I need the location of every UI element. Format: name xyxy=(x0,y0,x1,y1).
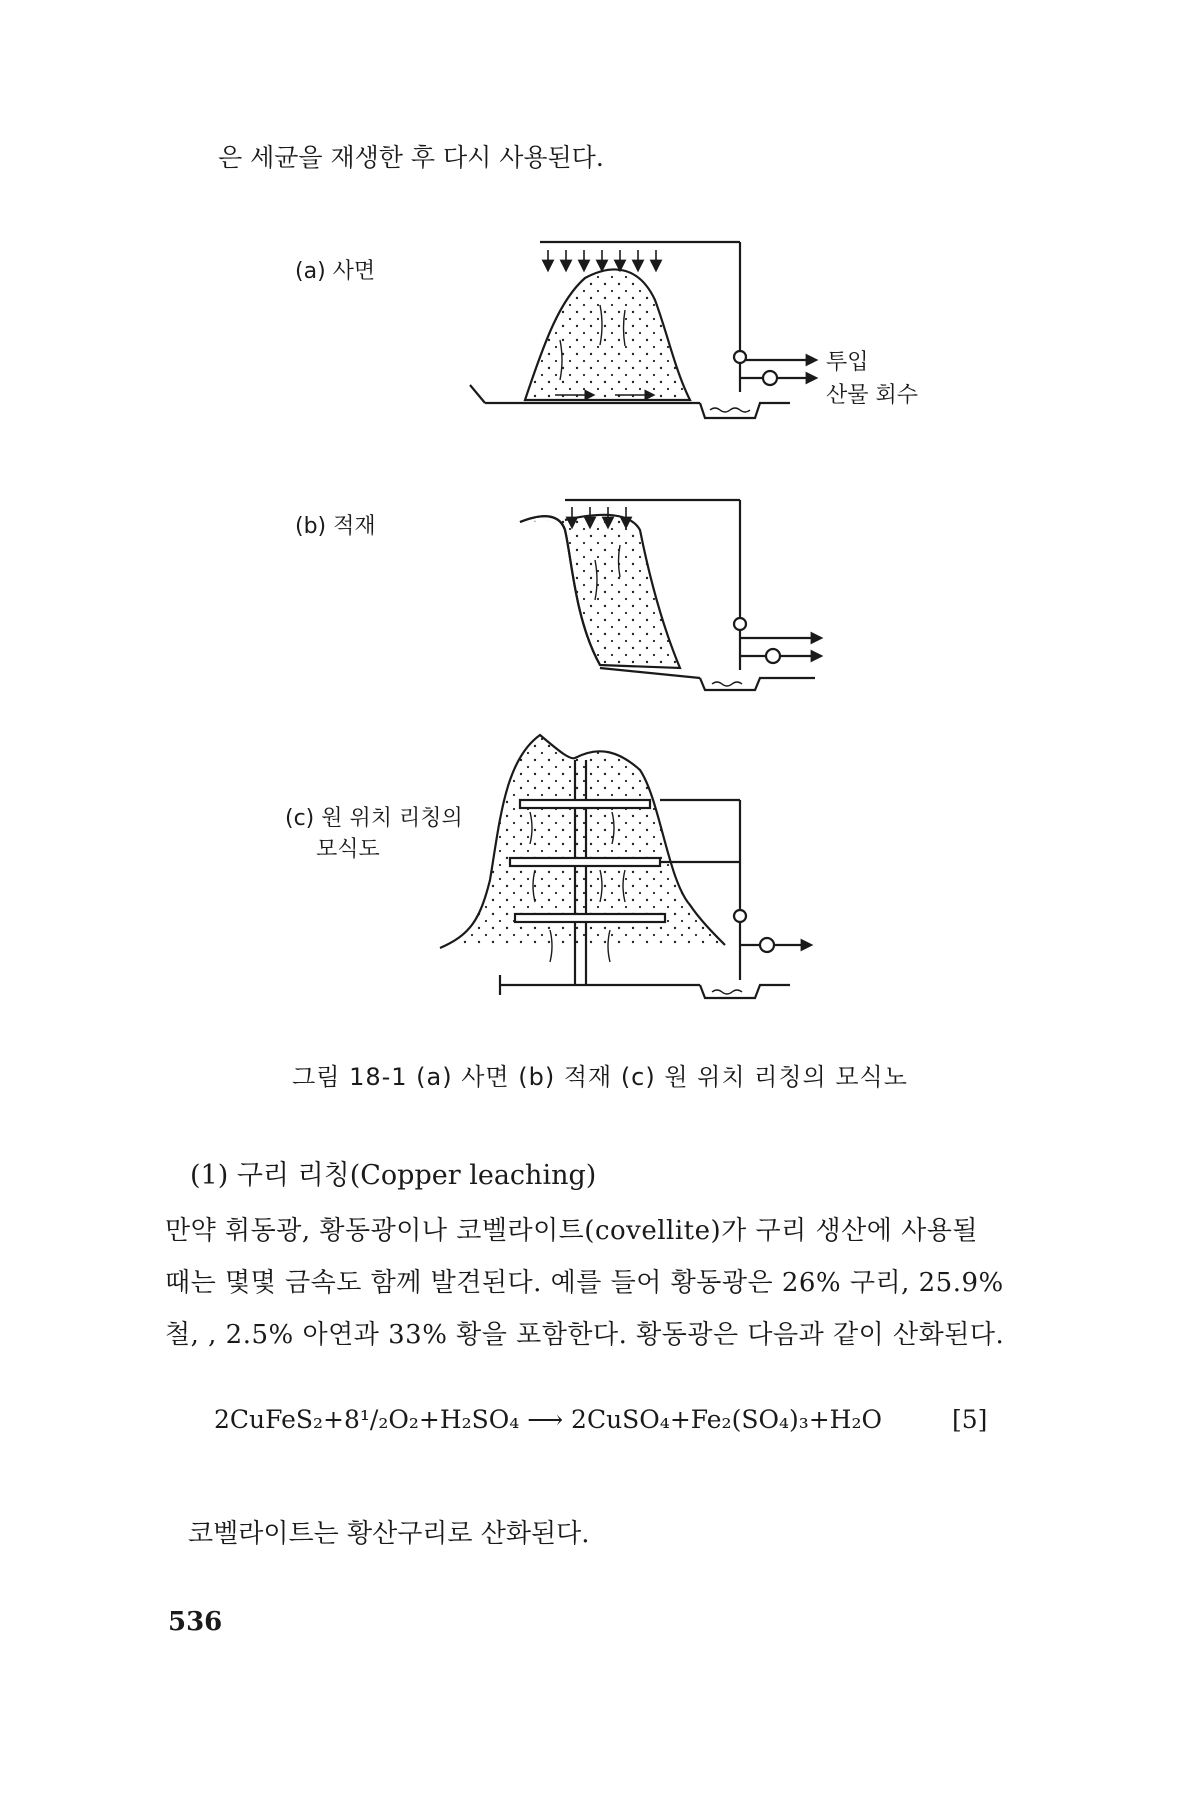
diagram-a-slope xyxy=(470,242,812,418)
equation-number: [5] xyxy=(952,1405,988,1434)
figure-c-label-line2: 모식도 xyxy=(316,837,380,862)
output-label: 산물 회수 xyxy=(826,383,919,408)
figure-b-label: (b) 적재 xyxy=(295,514,376,539)
figure-c-label-line1: (c) 원 위치 리칭의 xyxy=(285,806,463,831)
paragraph-line-2: 때는 몇몇 금속도 함께 발견된다. 예를 들어 황동광은 26% 구리, 25.9% xyxy=(165,1268,1004,1298)
input-label: 투입 xyxy=(826,350,869,375)
diagram-c-in-situ xyxy=(440,735,807,998)
paragraph-line-1: 만약 휘동광, 황동광이나 코벨라이트(covellite)가 구리 생산에 사용될 xyxy=(165,1216,978,1246)
figure-caption: 그림 18-1 (a) 사면 (b) 적재 (c) 원 위치 리칭의 모식노 xyxy=(292,1063,908,1091)
chemical-equation: 2CuFeS₂+8¹/₂O₂+H₂SO₄ ⟶ 2CuSO₄+Fe₂(SO₄)₃+H₂O xyxy=(214,1405,883,1434)
closing-line: 코벨라이트는 황산구리로 산화된다. xyxy=(188,1519,590,1549)
diagram-b-heap xyxy=(520,500,817,690)
figure-a-label: (a) 사면 xyxy=(295,259,376,284)
page-number: 536 xyxy=(168,1607,223,1637)
section-heading: (1) 구리 리칭(Copper leaching) xyxy=(190,1160,597,1191)
paragraph-line-3: 철, , 2.5% 아연과 33% 황을 포함한다. 황동광은 다음과 같이 산화된다. xyxy=(165,1320,1005,1350)
intro-line: 은 세균을 재생한 후 다시 사용된다. xyxy=(218,143,604,172)
